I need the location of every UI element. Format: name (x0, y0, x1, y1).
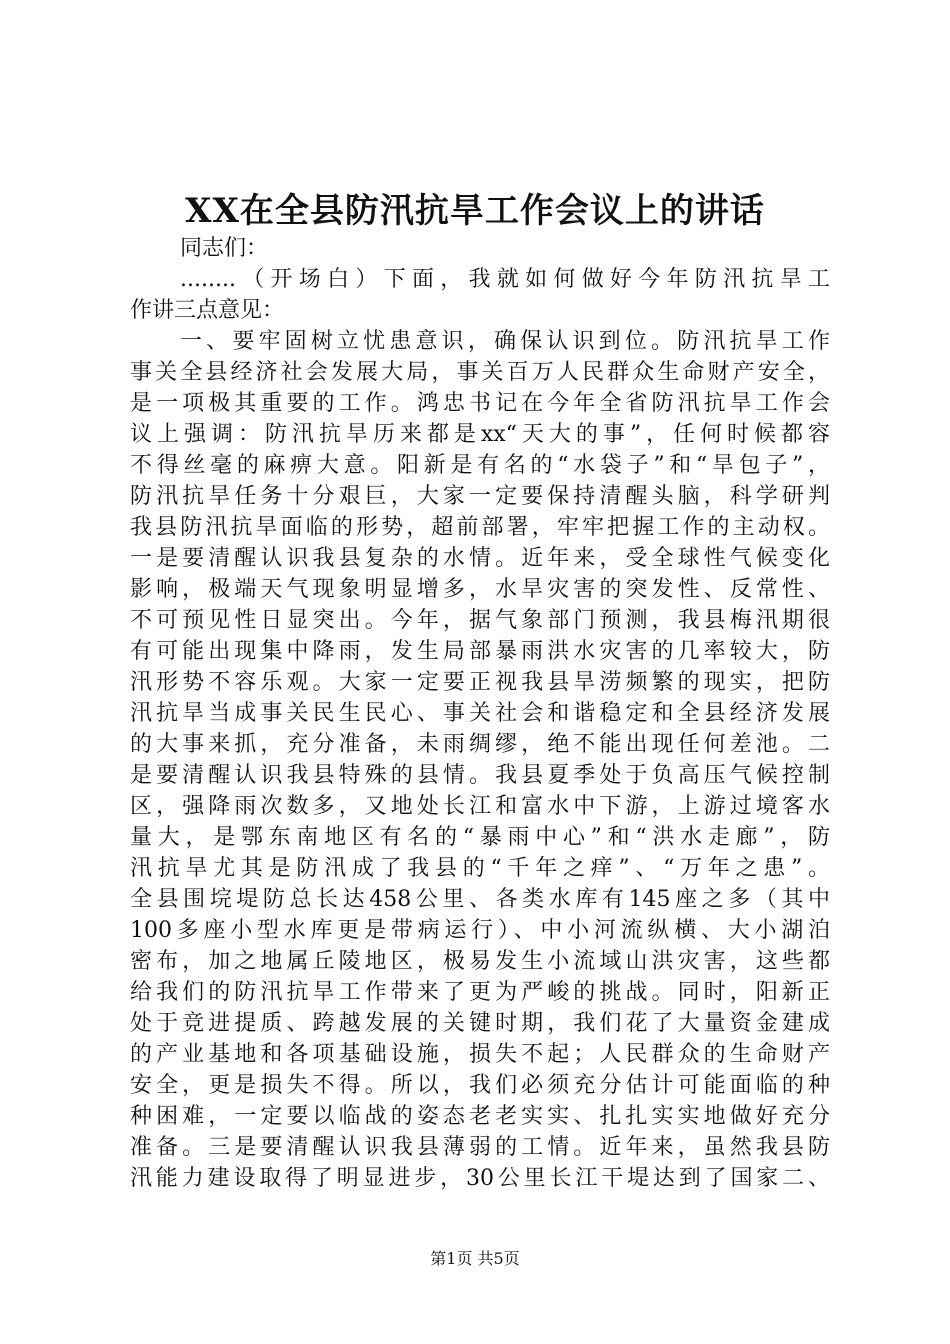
text-line: 是一项极其重要的工作。鸿忠书记在今年全省防汛抗旱工作会 (130, 391, 830, 416)
text-line: 防汛抗旱任务十分艰巨，大家一定要保持清醒头脑，科学研判 (130, 484, 830, 509)
text-line: 不可预见性日显突出。今年，据气象部门预测，我县梅汛期很 (130, 608, 830, 633)
text-line: 全县围垸堤防总长达458公里、各类水库有145座之多（其中 (130, 887, 830, 912)
page-footer: 第1页 共5页 (430, 1249, 520, 1268)
text-line: 是要清醒认识我县特殊的县情。我县夏季处于负高压气候控制 (130, 763, 830, 788)
text-line: 准备。三是要清醒认识我县薄弱的工情。近年来，虽然我县防 (130, 1135, 830, 1160)
text-line: 汛能力建设取得了明显进步，30公里长江干堤达到了国家二、 (130, 1166, 830, 1191)
text-line: 的产业基地和各项基础设施，损失不起；人民群众的生命财产 (130, 1042, 830, 1067)
text-line: 有可能出现集中降雨，发生局部暴雨洪水灾害的几率较大，防 (130, 639, 830, 664)
text-line: 汛形势不容乐观。大家一定要正视我县旱涝频繁的现实，把防 (130, 670, 830, 695)
text-line: 密布，加之地属丘陵地区，极易发生小流域山洪灾害，这些都 (130, 949, 830, 974)
text-line: ........（开场白）下面，我就如何做好今年防汛抗旱工 (180, 267, 830, 292)
text-line: 的大事来抓，充分准备，未雨绸缪，绝不能出现任何差池。二 (130, 732, 830, 757)
text-line: 作讲三点意见： (130, 298, 285, 323)
text-line: 一、要牢固树立忧患意识，确保认识到位。防汛抗旱工作 (180, 329, 830, 354)
text-line: 一是要清醒认识我县复杂的水情。近年来，受全球性气候变化 (130, 546, 830, 571)
text-line: 100多座小型水库更是带病运行）、中小河流纵横、大小湖泊 (130, 918, 830, 943)
text-line: 量大，是鄂东南地区有名的“暴雨中心”和“洪水走廊”，防 (130, 825, 830, 850)
text-line: 我县防汛抗旱面临的形势，超前部署，牢牢把握工作的主动权。 (130, 515, 830, 540)
text-line: 给我们的防汛抗旱工作带来了更为严峻的挑战。同时，阳新正 (130, 980, 830, 1005)
text-line: 议上强调：防汛抗旱历来都是xx“天大的事”，任何时候都容 (130, 422, 830, 447)
text-line: 影响，极端天气现象明显增多，水旱灾害的突发性、反常性、 (130, 577, 830, 602)
text-line: 种困难，一定要以临战的姿态老老实实、扎扎实实地做好充分 (130, 1104, 830, 1129)
text-line: 汛抗旱尤其是防汛成了我县的“千年之痒”、“万年之患”。 (130, 856, 830, 881)
text-line: 区，强降雨次数多，又地处长江和富水中下游，上游过境客水 (130, 794, 830, 819)
text-line: 处于竞进提质、跨越发展的关键时期，我们花了大量资金建成 (130, 1011, 830, 1036)
document-title: XX在全县防汛抗旱工作会议上的讲话 (185, 191, 765, 231)
text-line: 不得丝毫的麻痹大意。阳新是有名的“水袋子”和“旱包子”， (130, 453, 830, 478)
text-line: 安全，更是损失不得。所以，我们必须充分估计可能面临的种 (130, 1073, 830, 1098)
text-line: 事关全县经济社会发展大局，事关百万人民群众生命财产安全， (130, 360, 830, 385)
document-body (130, 233, 830, 1194)
salutation-line: 同志们： (180, 236, 269, 261)
text-line: 汛抗旱当成事关民生民心、事关社会和谐稳定和全县经济发展 (130, 701, 830, 726)
